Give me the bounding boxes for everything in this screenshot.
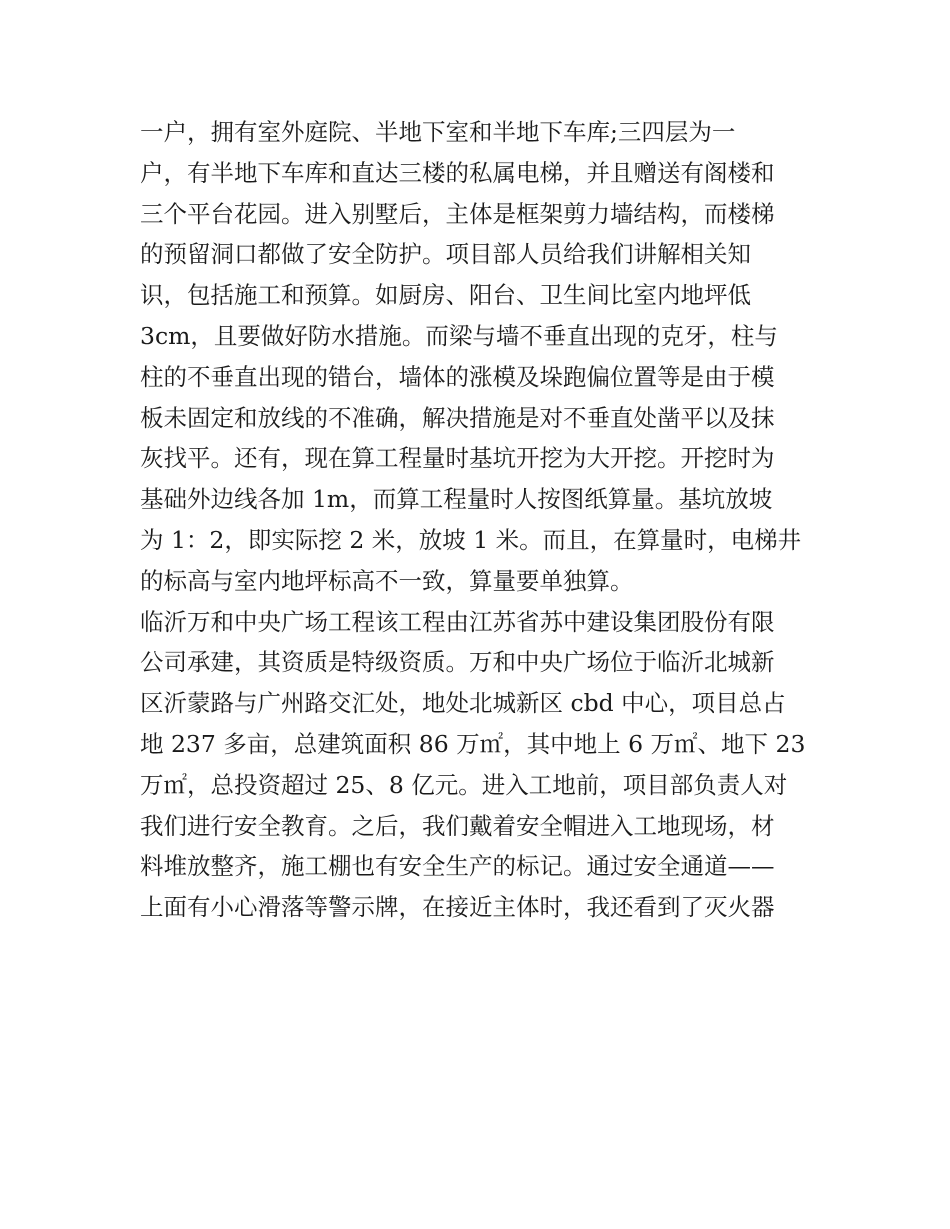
text-line-10: 基础外边线各加 1m，而算工程量时人按图纸算量。基坑放坡 xyxy=(140,485,773,514)
text-line-20: 上面有小心滑落等警示牌，在接近主体时，我还看到了灭火器 xyxy=(140,893,775,922)
text-line-14: 公司承建，其资质是特级资质。万和中央广场位于临沂北城新 xyxy=(140,648,775,677)
text-line-15: 区沂蒙路与广州路交汇处，地处北城新区 cbd 中心，项目总占 xyxy=(140,689,786,718)
text-line-8: 板未固定和放线的不准确，解决措施是对不垂直处凿平以及抹 xyxy=(140,403,775,432)
text-line-19: 料堆放整齐，施工棚也有安全生产的标记。通过安全通道—— xyxy=(140,852,775,881)
text-line-2: 户，有半地下车库和直达三楼的私属电梯，并且赠送有阁楼和 xyxy=(140,158,775,187)
text-line-12: 的标高与室内地坪标高不一致，算量要单独算。 xyxy=(140,566,634,595)
text-line-7: 柱的不垂直出现的错台，墙体的涨模及垛跑偏位置等是由于模 xyxy=(140,362,775,391)
text-line-3: 三个平台花园。进入别墅后，主体是框架剪力墙结构，而楼梯 xyxy=(140,199,775,228)
text-line-18: 我们进行安全教育。之后，我们戴着安全帽进入工地现场，材 xyxy=(140,811,775,840)
text-line-13: 临沂万和中央广场工程该工程由江苏省苏中建设集团股份有限 xyxy=(140,607,775,636)
text-line-4: 的预留洞口都做了安全防护。项目部人员给我们讲解相关知 xyxy=(140,240,751,269)
text-line-6: 3cm，且要做好防水措施。而梁与墙不垂直出现的克牙，柱与 xyxy=(140,321,778,350)
text-line-16: 地 237 多亩，总建筑面积 86 万㎡，其中地上 6 万㎡、地下 23 xyxy=(140,729,806,758)
text-line-9: 灰找平。还有，现在算工程量时基坑开挖为大开挖。开挖时为 xyxy=(140,444,775,473)
text-line-17: 万㎡，总投资超过 25、8 亿元。进入工地前，项目部负责人对 xyxy=(140,770,788,799)
text-line-5: 识，包括施工和预算。如厨房、阳台、卫生间比室内地坪低 xyxy=(140,281,751,310)
body-text xyxy=(140,112,820,928)
text-line-1: 一户，拥有室外庭院、半地下室和半地下车库;三四层为一 xyxy=(140,118,736,146)
text-line-11: 为 1：2，即实际挖 2 米，放坡 1 米。而且，在算量时，电梯井 xyxy=(140,525,802,554)
